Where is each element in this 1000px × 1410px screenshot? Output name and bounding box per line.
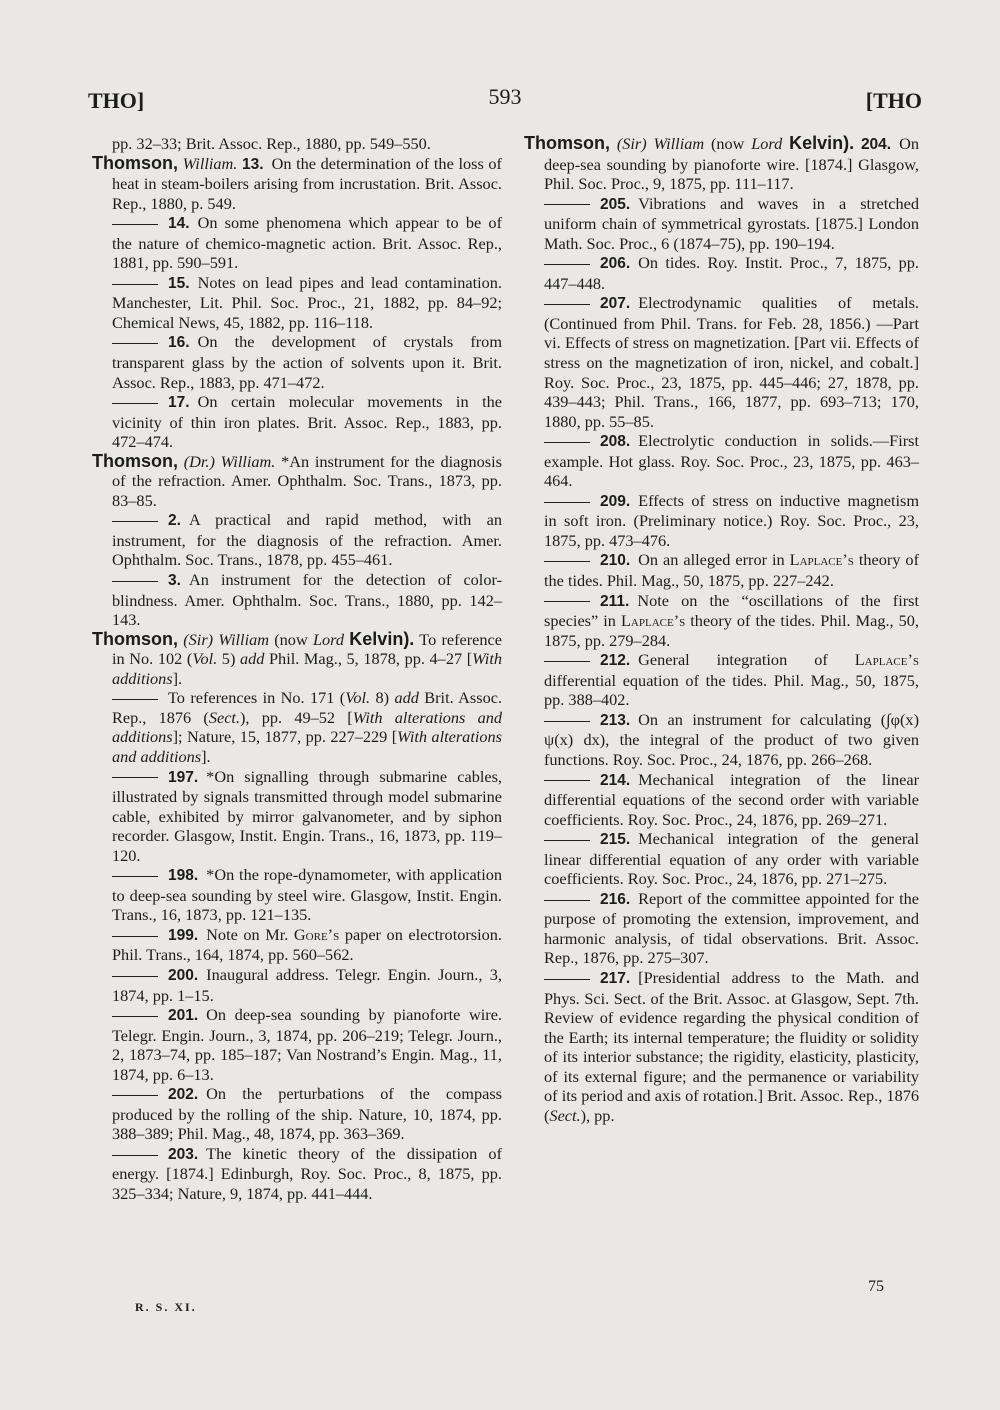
list-item <box>524 550 919 590</box>
author-title: (Dr.) <box>183 451 215 471</box>
entry-text: On the determination of the loss of heat in steam-boilers arising from incrustation. Brit. Assoc. Rep., 1880, p. 549. <box>112 153 502 213</box>
ref-text: ), pp. 49–52 [ <box>240 707 353 727</box>
list-item <box>92 213 502 273</box>
entry-text: Vibrations and waves in a stretched uniform chain of symmetrical gyrostats. [1875.] London Math. Soc. Proc., 6 (1874–75), pp. 190–194. <box>544 193 919 253</box>
list-item <box>92 965 502 1005</box>
entry-text: On an instrument for calculating (∫φ(x) ψ(x) dx), the integral of the product of two given functions. Roy. Soc. Proc., 24, 1876, pp. 266–268. <box>544 709 919 769</box>
entry-smallcaps: Laplace’s <box>854 650 919 670</box>
ref-text: ]; Nature, 15, 1877, pp. 227–229 [ <box>172 727 398 747</box>
list-item <box>92 1005 502 1084</box>
ditto-dash <box>112 976 158 977</box>
entry-smallcaps: Gore’s <box>293 924 340 944</box>
entry-text: differential equation of the tides. Phil. Mag., 50, 1875, pp. 388–402. <box>544 670 919 710</box>
ditto-dash <box>112 876 158 877</box>
entry-number: 210. <box>600 552 631 570</box>
entry-text: *On signalling through submarine cables, illustrated by signals transmitted through model submarine cable, exhibited by mirror galvanometer, and by siphon recorder. Glasgow, Instit. Engin. Trans., 16, 1873, pp. 119–120. <box>112 766 502 865</box>
author-given: William <box>653 134 705 153</box>
ditto-dash <box>544 204 590 205</box>
entry-number: 216. <box>600 890 631 908</box>
entry-number: 204. <box>860 136 892 153</box>
author-surname: Thomson, <box>92 450 178 471</box>
ditto-dash <box>112 699 158 700</box>
ditto-dash <box>544 900 590 901</box>
list-item <box>92 925 502 965</box>
entry-number: 14. <box>168 215 190 233</box>
entry-text: Electrodynamic qualities of metals. (Continued from Phil. Trans. for Feb. 28, 1856.) —Part vi. Effects of stress on magnetization. [Part vii. Effects of stress on the magnetization of iron, nickel, and cobalt.] Roy. Soc. Proc., 23, 1875, pp. 445–446; 27, 1878, pp. 439–443; Phil. Trans., 166, 1877, pp. 693–713; 170, 1880, pp. 55–85. <box>544 293 919 431</box>
list-item <box>524 710 919 770</box>
author-lord: Lord <box>751 134 783 153</box>
list-item <box>524 194 919 254</box>
ditto-dash <box>112 777 158 778</box>
list-item <box>92 767 502 866</box>
header-left: THO] <box>88 88 145 113</box>
entry-text: Effects of stress on inductive magnetism in soft iron. (Preliminary notice.) Roy. Soc. Proc., 23, 1875, pp. 473–476. <box>544 490 919 550</box>
entry-text: Notes on lead pipes and lead contamination. Manchester, Lit. Phil. Soc. Proc., 21, 1882, pp. 84–92; Chemical News, 45, 1882, pp. 116–118. <box>112 272 502 332</box>
entry-text: theory of the tides. Phil. Mag., 50, 1875, pp. 227–242. <box>544 550 919 591</box>
entry-number: 2. <box>168 512 181 530</box>
list-item <box>524 293 919 431</box>
entry-text: An instrument for the detection of color-blindness. Amer. Ophthalm. Soc. Trans., 1880, pp. 142–143. <box>112 570 502 630</box>
entry-text: On deep-sea sounding by pianoforte wire. [1874.] Glasgow, Phil. Soc. Proc., 9, 1875, pp. 111–117. <box>544 134 920 194</box>
ref-add: add <box>239 649 265 669</box>
ditto-dash <box>112 224 158 225</box>
author-surname: Thomson, <box>92 152 178 173</box>
continuation-text: pp. 32–33; Brit. Assoc. Rep., 1880, pp. 549–550. <box>112 134 431 153</box>
entry-number: 17. <box>168 394 190 412</box>
list-item <box>92 510 502 570</box>
list-item <box>524 591 919 651</box>
list-item <box>524 829 919 889</box>
list-item <box>92 570 502 630</box>
list-item <box>92 1144 502 1204</box>
ditto-dash <box>112 936 158 937</box>
entry-text: Report of the committee appointed for the purpose of promoting the extension, improvement, and harmonic analysis, of tidal observations. Brit. Assoc. Rep., 1876, pp. 275–307. <box>544 888 919 968</box>
author-now: (now <box>274 629 308 649</box>
ditto-dash <box>544 601 590 602</box>
list-item <box>524 889 919 968</box>
ref-text: 5) <box>217 649 240 669</box>
page-number: 593 <box>488 84 522 109</box>
ref-note: With alterations and additions <box>112 707 503 747</box>
running-header <box>88 84 922 118</box>
ref-vol: Vol. <box>192 649 218 669</box>
list-item <box>92 332 502 392</box>
header-right: [THO <box>865 88 922 113</box>
ditto-dash <box>112 343 158 344</box>
author-entry-dr <box>92 452 502 511</box>
entry-text: On an alleged error in <box>638 550 790 570</box>
ref-text: 8) <box>370 688 395 708</box>
list-item <box>524 253 919 293</box>
entry-number: 201. <box>168 1007 199 1025</box>
entry-italic: Sect. <box>549 1105 581 1125</box>
entry-number: 209. <box>600 492 631 510</box>
entry-number: 212. <box>600 652 631 670</box>
entry-number: 213. <box>600 711 631 729</box>
list-item <box>524 968 919 1125</box>
entry-number: 215. <box>600 831 631 849</box>
entry-text: On deep-sea sounding by pianoforte wire. Telegr. Engin. Journ., 3, 1874, pp. 206–219; Telegr. Journ., 2, 1873–74, pp. 185–187; Van Nostrand’s Engin. Mag., 11, 1874, pp. 6–13. <box>112 1005 502 1084</box>
entry-text: Mechanical integration of the linear differential equations of the second order with variable coefficients. Roy. Soc. Proc., 24, 1876, pp. 269–271. <box>544 769 919 829</box>
author-entry-w13 <box>92 154 502 214</box>
ditto-dash <box>544 840 590 841</box>
list-item <box>92 1084 502 1144</box>
ditto-dash <box>112 403 158 404</box>
list-item <box>92 688 502 766</box>
left-column <box>92 134 502 1204</box>
entry-number: 199. <box>168 926 199 944</box>
entry-text: Note on the “oscillations of the first species” in <box>544 590 919 631</box>
author-now: (now <box>710 134 745 153</box>
ditto-dash <box>544 561 590 562</box>
ref-text: ]. <box>201 746 211 766</box>
signature-mark: R. S. XI. <box>135 1300 197 1314</box>
author-given: William. <box>220 451 276 471</box>
author-surname: Thomson, <box>92 628 178 649</box>
ref-text: To reference in No. 102 ( <box>112 629 502 669</box>
ref-text: To references in No. 171 ( <box>168 688 346 708</box>
entry-text: The kinetic theory of the dissipation of energy. [1874.] Edinburgh, Roy. Soc. Proc., 8, 1875, pp. 325–334; Nature, 9, 1874, pp. 441–444. <box>112 1143 502 1203</box>
entry-text: Inaugural address. Telegr. Engin. Journ., 3, 1874, pp. 1–15. <box>112 964 502 1005</box>
ditto-dash <box>112 521 158 522</box>
author-title: (Sir) <box>183 629 214 649</box>
ditto-dash <box>112 1095 158 1096</box>
list-item <box>92 865 502 925</box>
entry-number: 3. <box>168 572 181 590</box>
ditto-dash <box>544 502 590 503</box>
entry-number: 211. <box>600 592 630 610</box>
list-item <box>524 770 919 830</box>
entry-smallcaps: Laplace’s <box>620 611 686 631</box>
entry-number: 15. <box>168 274 190 292</box>
entry-text: A practical and rapid method, with an instrument, for the diagnosis of the refraction. Amer. Ophthalm. Soc. Trans., 1878, pp. 455–461. <box>112 510 502 570</box>
ditto-dash <box>112 284 158 285</box>
author-given: William. <box>182 153 238 173</box>
author-kelvin: Kelvin). <box>789 133 855 153</box>
list-item <box>524 491 919 551</box>
list-item <box>524 431 919 491</box>
entry-text: [Presidential address to the Math. and Phys. Sci. Sect. of the Brit. Assoc. at Glasgow, Sept. 7th. Review of evidence regarding the physical condition of the Earth; its internal temperature; the fluidity or solidity of its interior substance; the rigidity, elasticity, plasticity, of its external figure; and the permanence or variability of its period and axis of rotation.] Brit. Assoc. Rep., 1876 ( <box>544 967 919 1125</box>
ditto-dash <box>544 780 590 781</box>
list-item <box>524 650 919 710</box>
entry-number: 206. <box>600 255 631 273</box>
entry-smallcaps: Laplace’s <box>789 550 854 570</box>
sheet-number: 75 <box>868 1278 884 1295</box>
entry-text: theory of the tides. Phil. Mag., 50, 1875, pp. 279–284. <box>544 611 920 650</box>
entry-text: ), pp. <box>580 1105 615 1125</box>
entry-number: 203. <box>168 1145 199 1163</box>
ditto-dash <box>544 979 590 980</box>
entry-text: On the perturbations of the compass produced by the rolling of the ship. Nature, 10, 1874, pp. 388–389; Phil. Mag., 48, 1874, pp. 363–369. <box>112 1084 502 1144</box>
entry-text: On the development of crystals from transparent glass by the action of solvents upon it. Brit. Assoc. Rep., 1883, pp. 471–472. <box>112 332 502 392</box>
ditto-dash <box>112 581 158 582</box>
author-title: (Sir) <box>616 134 647 153</box>
ref-vol: Vol. <box>345 688 371 708</box>
ditto-dash <box>544 304 590 305</box>
entry-text: Mechanical integration of the general linear differential equation of any order with variable coefficients. Roy. Soc. Proc., 24, 1876, pp. 271–275. <box>544 829 919 889</box>
entry-number: 208. <box>600 433 631 451</box>
ref-text: ]. <box>172 668 183 688</box>
entry-number: 198. <box>168 867 199 885</box>
ref-note: With additions <box>112 649 502 688</box>
entry-text: On some phenomena which appear to be of the nature of chemico-magnetic action. Brit. Assoc. Rep., 1881, pp. 590–591. <box>112 213 502 273</box>
entry-number: 197. <box>168 768 199 786</box>
ref-note: With alterations and additions <box>112 727 502 766</box>
ditto-dash <box>544 661 590 662</box>
entry-text: *On the rope-dynamometer, with application to deep-sea sounding by steel wire. Glasgow, Instit. Engin. Trans., 16, 1873, pp. 121–135. <box>112 865 502 925</box>
entry-number: 217. <box>600 969 631 987</box>
entry-number: 16. <box>168 334 190 352</box>
ref-add: add <box>394 688 419 708</box>
entry-text: On certain molecular movements in the vicinity of thin iron plates. Brit. Assoc. Rep., 1883, pp. 472–474. <box>112 392 502 452</box>
entry-text: *An instrument for the diagnosis of the refraction. Amer. Ophthalm. Soc. Trans., 1873, pp. 83–85. <box>112 451 502 510</box>
entry-text: Note on Mr. <box>206 924 294 944</box>
right-column <box>524 134 919 1125</box>
author-given: William <box>218 629 269 649</box>
entry-number: 202. <box>168 1086 199 1104</box>
entry-text: On tides. Roy. Instit. Proc., 7, 1875, pp. 447–448. <box>544 253 919 293</box>
author-lord: Lord <box>312 629 345 649</box>
entry-number: 207. <box>600 295 631 313</box>
ditto-dash <box>112 1016 158 1017</box>
entry-number: 200. <box>168 966 199 984</box>
ref-text: Phil. Mag., 5, 1878, pp. 4–27 [ <box>264 649 473 669</box>
entry-text: paper on electrotorsion. Phil. Trans., 164, 1874, pp. 560–562. <box>112 924 502 965</box>
entry-number: 13. <box>242 155 264 173</box>
entry-text: Electrolytic conduction in solids.—First example. Hot glass. Roy. Soc. Proc., 23, 1875, pp. 463–464. <box>544 431 919 491</box>
entry-text: General integration of <box>638 650 855 670</box>
ditto-dash <box>544 442 590 443</box>
entry-number: 205. <box>600 195 631 213</box>
ditto-dash <box>544 264 590 265</box>
ditto-dash <box>544 721 590 722</box>
author-entry-kelvin <box>92 630 502 689</box>
ref-text: Brit. Assoc. Rep., 1876 ( <box>112 688 503 727</box>
author-surname: Thomson, <box>524 133 610 153</box>
list-item <box>92 273 502 333</box>
author-entry-kelvin-cont <box>524 134 919 194</box>
author-kelvin: Kelvin). <box>349 628 415 649</box>
list-item <box>92 392 502 452</box>
ditto-dash <box>112 1155 158 1156</box>
ref-sect: Sect. <box>208 707 241 727</box>
entry-number: 214. <box>600 771 631 789</box>
